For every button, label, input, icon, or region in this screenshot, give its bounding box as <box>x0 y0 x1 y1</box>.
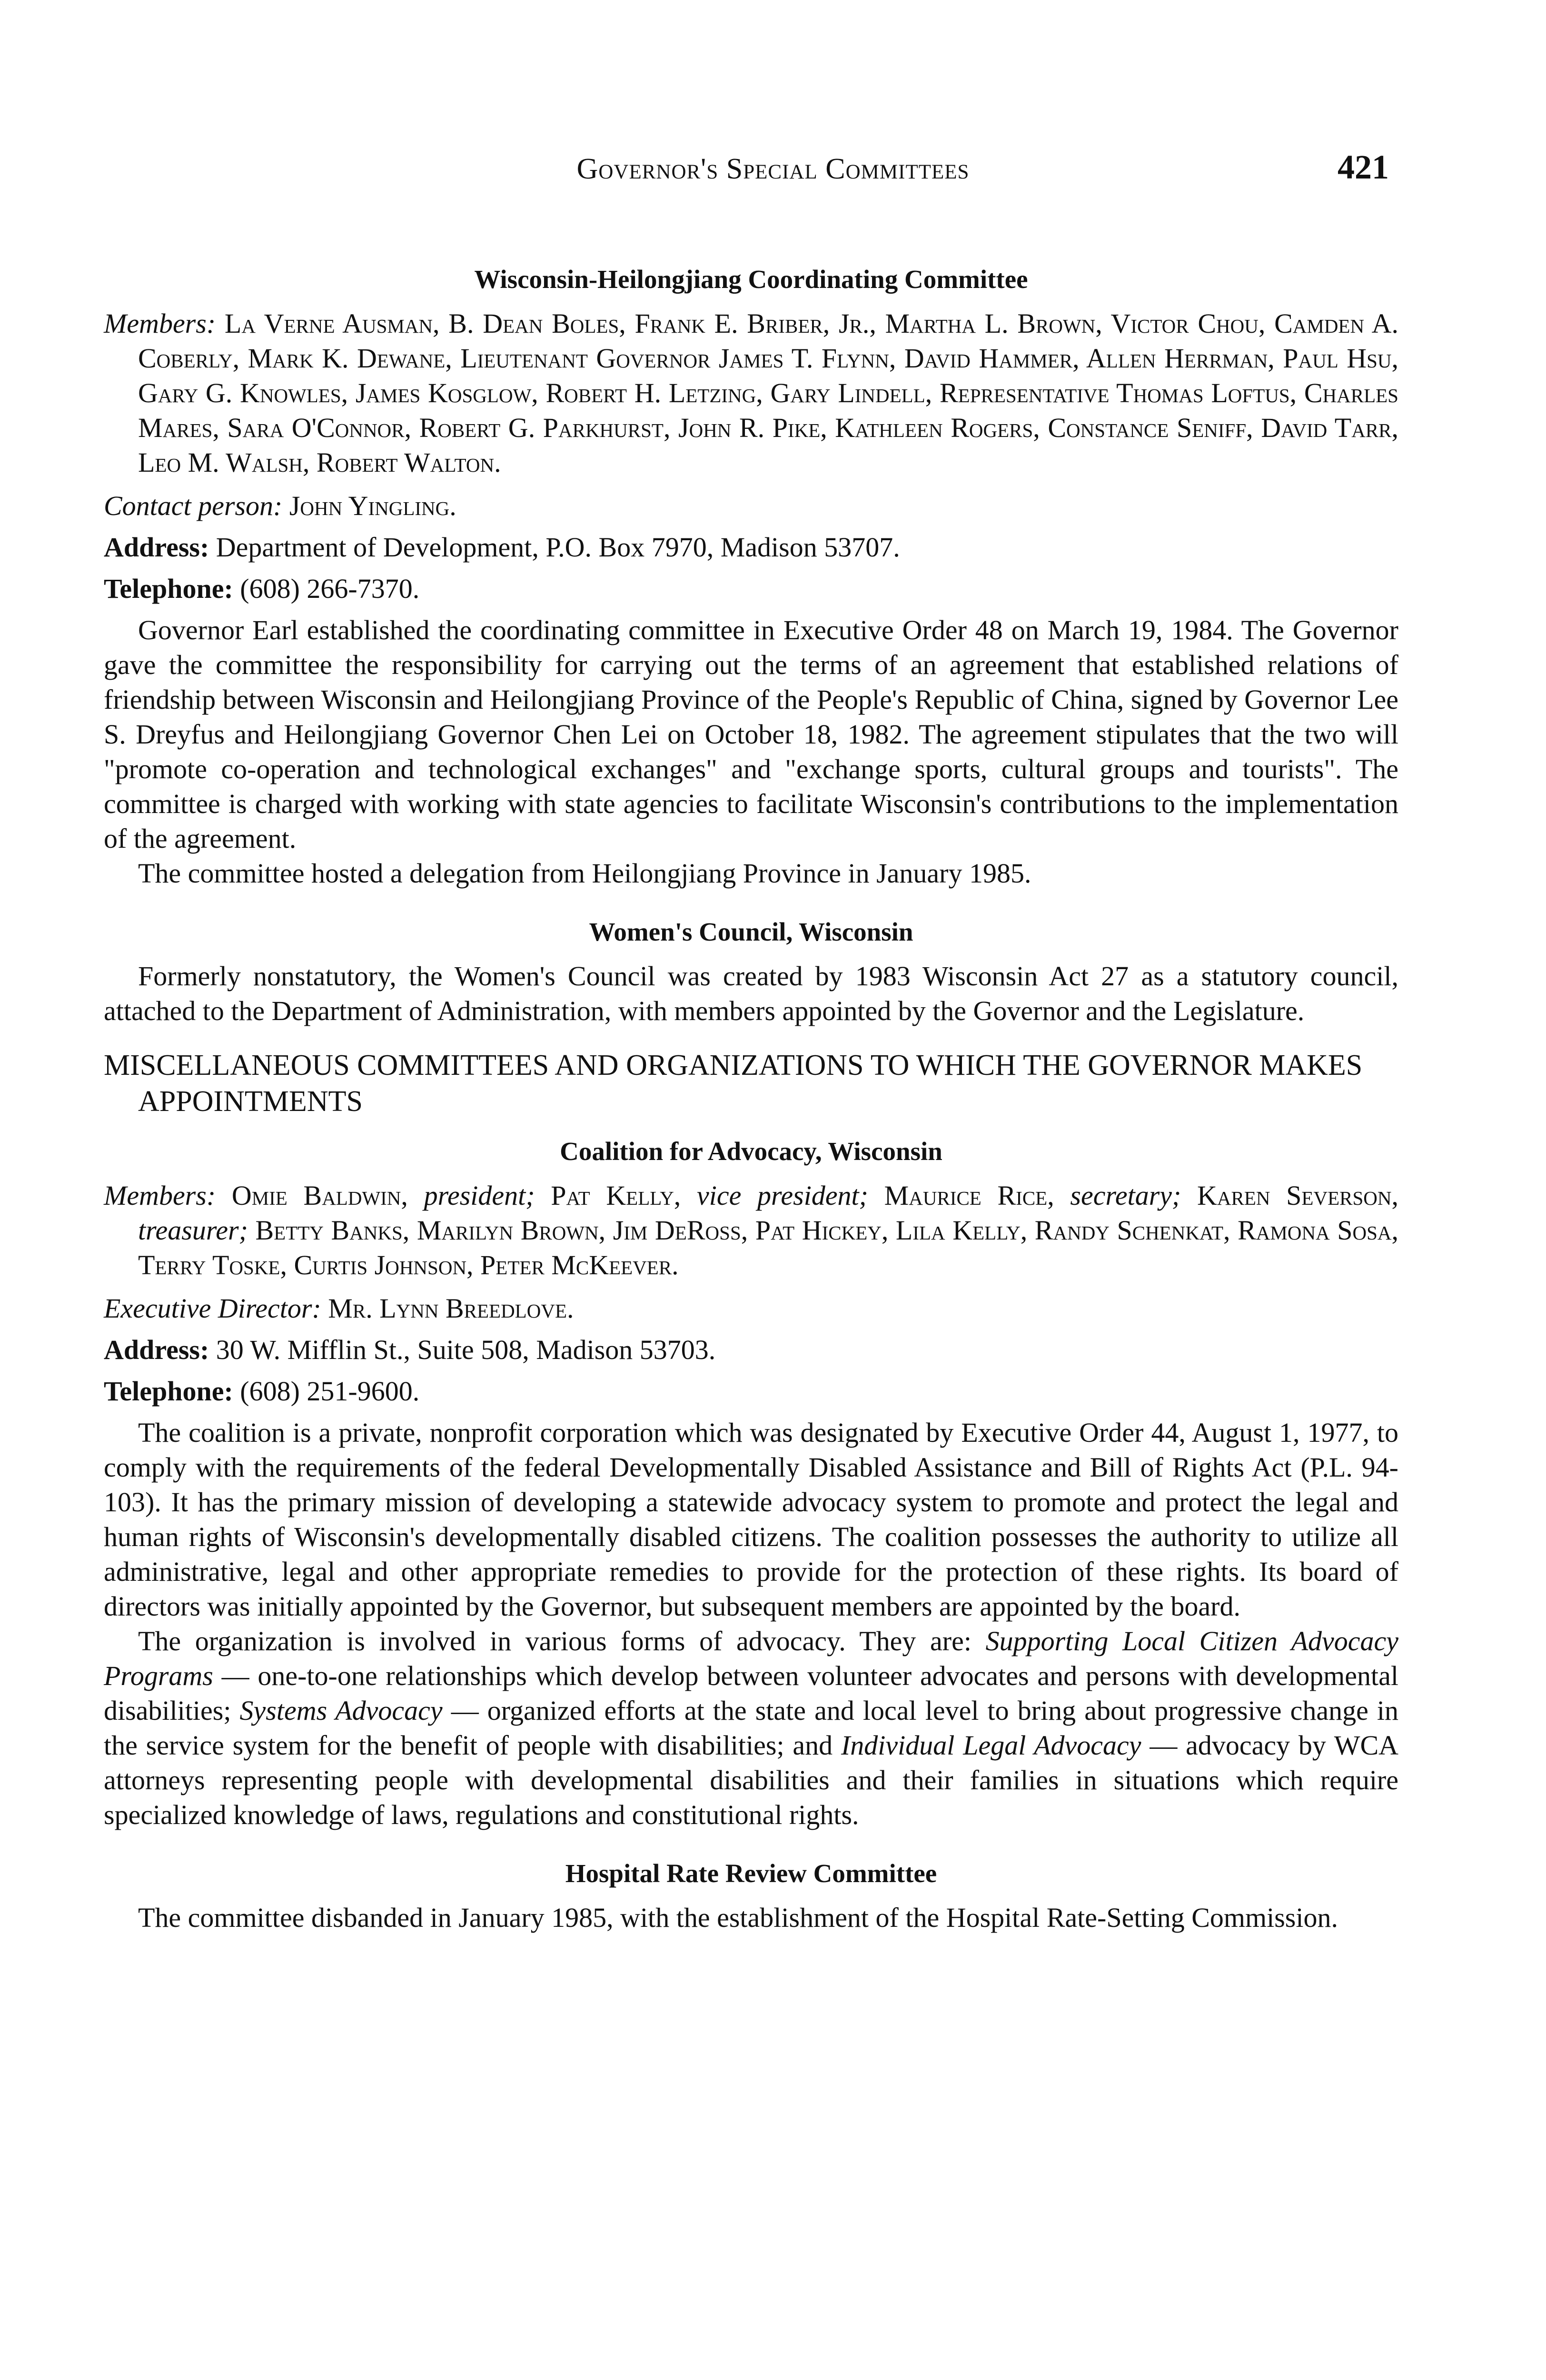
para-term: Supporting Local Citizen Advocacy Programs <box>104 1626 1398 1691</box>
heilongjiang-address <box>104 530 1398 565</box>
para-text: — advocacy by WCA attorneys representing people with developmental disabilities and their families in situations which require specialized knowledge of laws, regulations and constitutional rights. <box>104 1730 1399 1830</box>
address-label: Address: <box>104 1334 209 1365</box>
director-name: Mr. Lynn Breedlove. <box>328 1293 574 1324</box>
members-label: Members: <box>104 1180 216 1211</box>
coalition-director <box>104 1291 1398 1326</box>
womens-council-heading: Women's Council, Wisconsin <box>589 917 913 946</box>
contact-name: John Yingling. <box>289 490 456 521</box>
address-label: Address: <box>104 532 209 563</box>
heilongjiang-contact <box>104 488 1398 523</box>
para-text: The organization is involved in various forms of advocacy. They are: <box>138 1626 971 1656</box>
womens-council-paragraph: Formerly nonstatutory, the Women's Council was created by 1983 Wisconsin Act 27 as a statutory council, attached to the Department of Administration, with members appointed by the Governor and the Legislature. <box>104 961 1398 1026</box>
member-name: Karen Severson, <box>1197 1180 1398 1211</box>
misc-committees-heading: MISCELLANEOUS COMMITTEES AND ORGANIZATIONS TO WHICH THE GOVERNOR MAKES APPOINTMENTS <box>104 1049 1363 1118</box>
para-text: — one-to-one relationships which develop between volunteer advocates and persons with developmental disabilities; <box>104 1660 1398 1726</box>
members-list: Betty Banks, Marilyn Brown, Jim DeRoss, Pat Hickey, Lila Kelly, Randy Schenkat, Ramona Sosa, Terry Toske, Curtis Johnson, Peter McKeever. <box>138 1215 1399 1280</box>
address-value: 30 W. Mifflin St., Suite 508, Madison 53703. <box>216 1334 716 1365</box>
director-label: Executive Director: <box>104 1293 321 1324</box>
coalition-members <box>104 1178 1398 1282</box>
member-role: vice president; <box>696 1180 868 1211</box>
telephone-label: Telephone: <box>104 1376 233 1407</box>
heilongjiang-telephone <box>104 571 1398 606</box>
telephone-label: Telephone: <box>104 573 233 604</box>
coalition-paragraph-2 <box>104 1624 1398 1832</box>
running-title: Governor's Special Committees <box>576 153 970 185</box>
member-name: Pat Kelly, <box>551 1180 681 1211</box>
coalition-telephone <box>104 1374 1398 1408</box>
para-term: Systems Advocacy <box>239 1695 443 1726</box>
heilongjiang-paragraph-2: The committee hosted a delegation from Heilongjiang Province in January 1985. <box>138 858 1031 889</box>
hospital-paragraph: The committee disbanded in January 1985, with the establishment of the Hospital Rate-Setting Commission. <box>138 1902 1338 1933</box>
heilongjiang-members <box>104 306 1398 480</box>
page-number: 421 <box>1338 148 1389 186</box>
para-term: Individual Legal Advocacy <box>841 1730 1141 1761</box>
telephone-value: (608) 266-7370. <box>240 573 420 604</box>
contact-label: Contact person: <box>104 490 283 521</box>
members-list: La Verne Ausman, B. Dean Boles, Frank E. Briber, Jr., Martha L. Brown, Victor Chou, Camden A. Coberly, Mark K. Dewane, Lieutenant Governor James T. Flynn, David Hammer, Allen Herrman, Paul Hsu, Gary G. Knowles, James Kosglow, Robert H. Letzing, Gary Lindell, Representative Thomas Loftus, Charles Mares, Sara O'Connor, Robert G. Parkhurst, John R. Pike, Kathleen Rogers, Constance Seniff, David Tarr, Leo M. Walsh, Robert Walton. <box>138 308 1399 478</box>
coalition-paragraph-1: The coalition is a private, nonprofit corporation which was designated by Executive Order 44, August 1, 1977, to comply with the requirements of the federal Developmentally Disabled Assistance and Bill of Rights Act (P.L. 94-103). It has the primary mission of developing a statewide advocacy system to promote and protect the legal and human rights of Wisconsin's developmentally disabled citizens. The coalition possesses the authority to utilize all administrative, legal and other appropriate remedies to provide for the protection of these rights. Its board of directors was initially appointed by the Governor, but subsequent members are appointed by the board. <box>104 1417 1398 1622</box>
member-name: Maurice Rice, <box>884 1180 1054 1211</box>
heilongjiang-paragraph-1: Governor Earl established the coordinating committee in Executive Order 48 on March 19, 1984. The Governor gave the committee the responsibility for carrying out the terms of an agreement that established relations of friendship between Wisconsin and Heilongjiang Province of the People's Republic of China, signed by Governor Lee S. Dreyfus and Heilongjiang Governor Chen Lei on October 18, 1982. The agreement stipulates that the two will "promote co-operation and technological exchanges" and "exchange sports, cultural groups and tourists". The committee is charged with working with state agencies to facilitate Wisconsin's contributions to the implementation of the agreement. <box>104 615 1398 854</box>
heilongjiang-heading: Wisconsin-Heilongjiang Coordinating Committee <box>474 265 1028 294</box>
address-value: Department of Development, P.O. Box 7970, Madison 53707. <box>216 532 900 563</box>
hospital-heading: Hospital Rate Review Committee <box>565 1859 937 1888</box>
page-content <box>104 248 1398 1935</box>
coalition-heading: Coalition for Advocacy, Wisconsin <box>560 1137 942 1166</box>
member-role: treasurer; <box>138 1215 248 1246</box>
member-role: president; <box>424 1180 535 1211</box>
member-name: Omie Baldwin, <box>231 1180 408 1211</box>
member-role: secretary; <box>1070 1180 1181 1211</box>
coalition-address <box>104 1332 1398 1367</box>
telephone-value: (608) 251-9600. <box>240 1376 420 1407</box>
para-text: — organized efforts at the state and local level to bring about progressive change in the service system for the benefit of people with disabilities; and <box>104 1695 1399 1761</box>
members-label: Members: <box>104 308 216 339</box>
